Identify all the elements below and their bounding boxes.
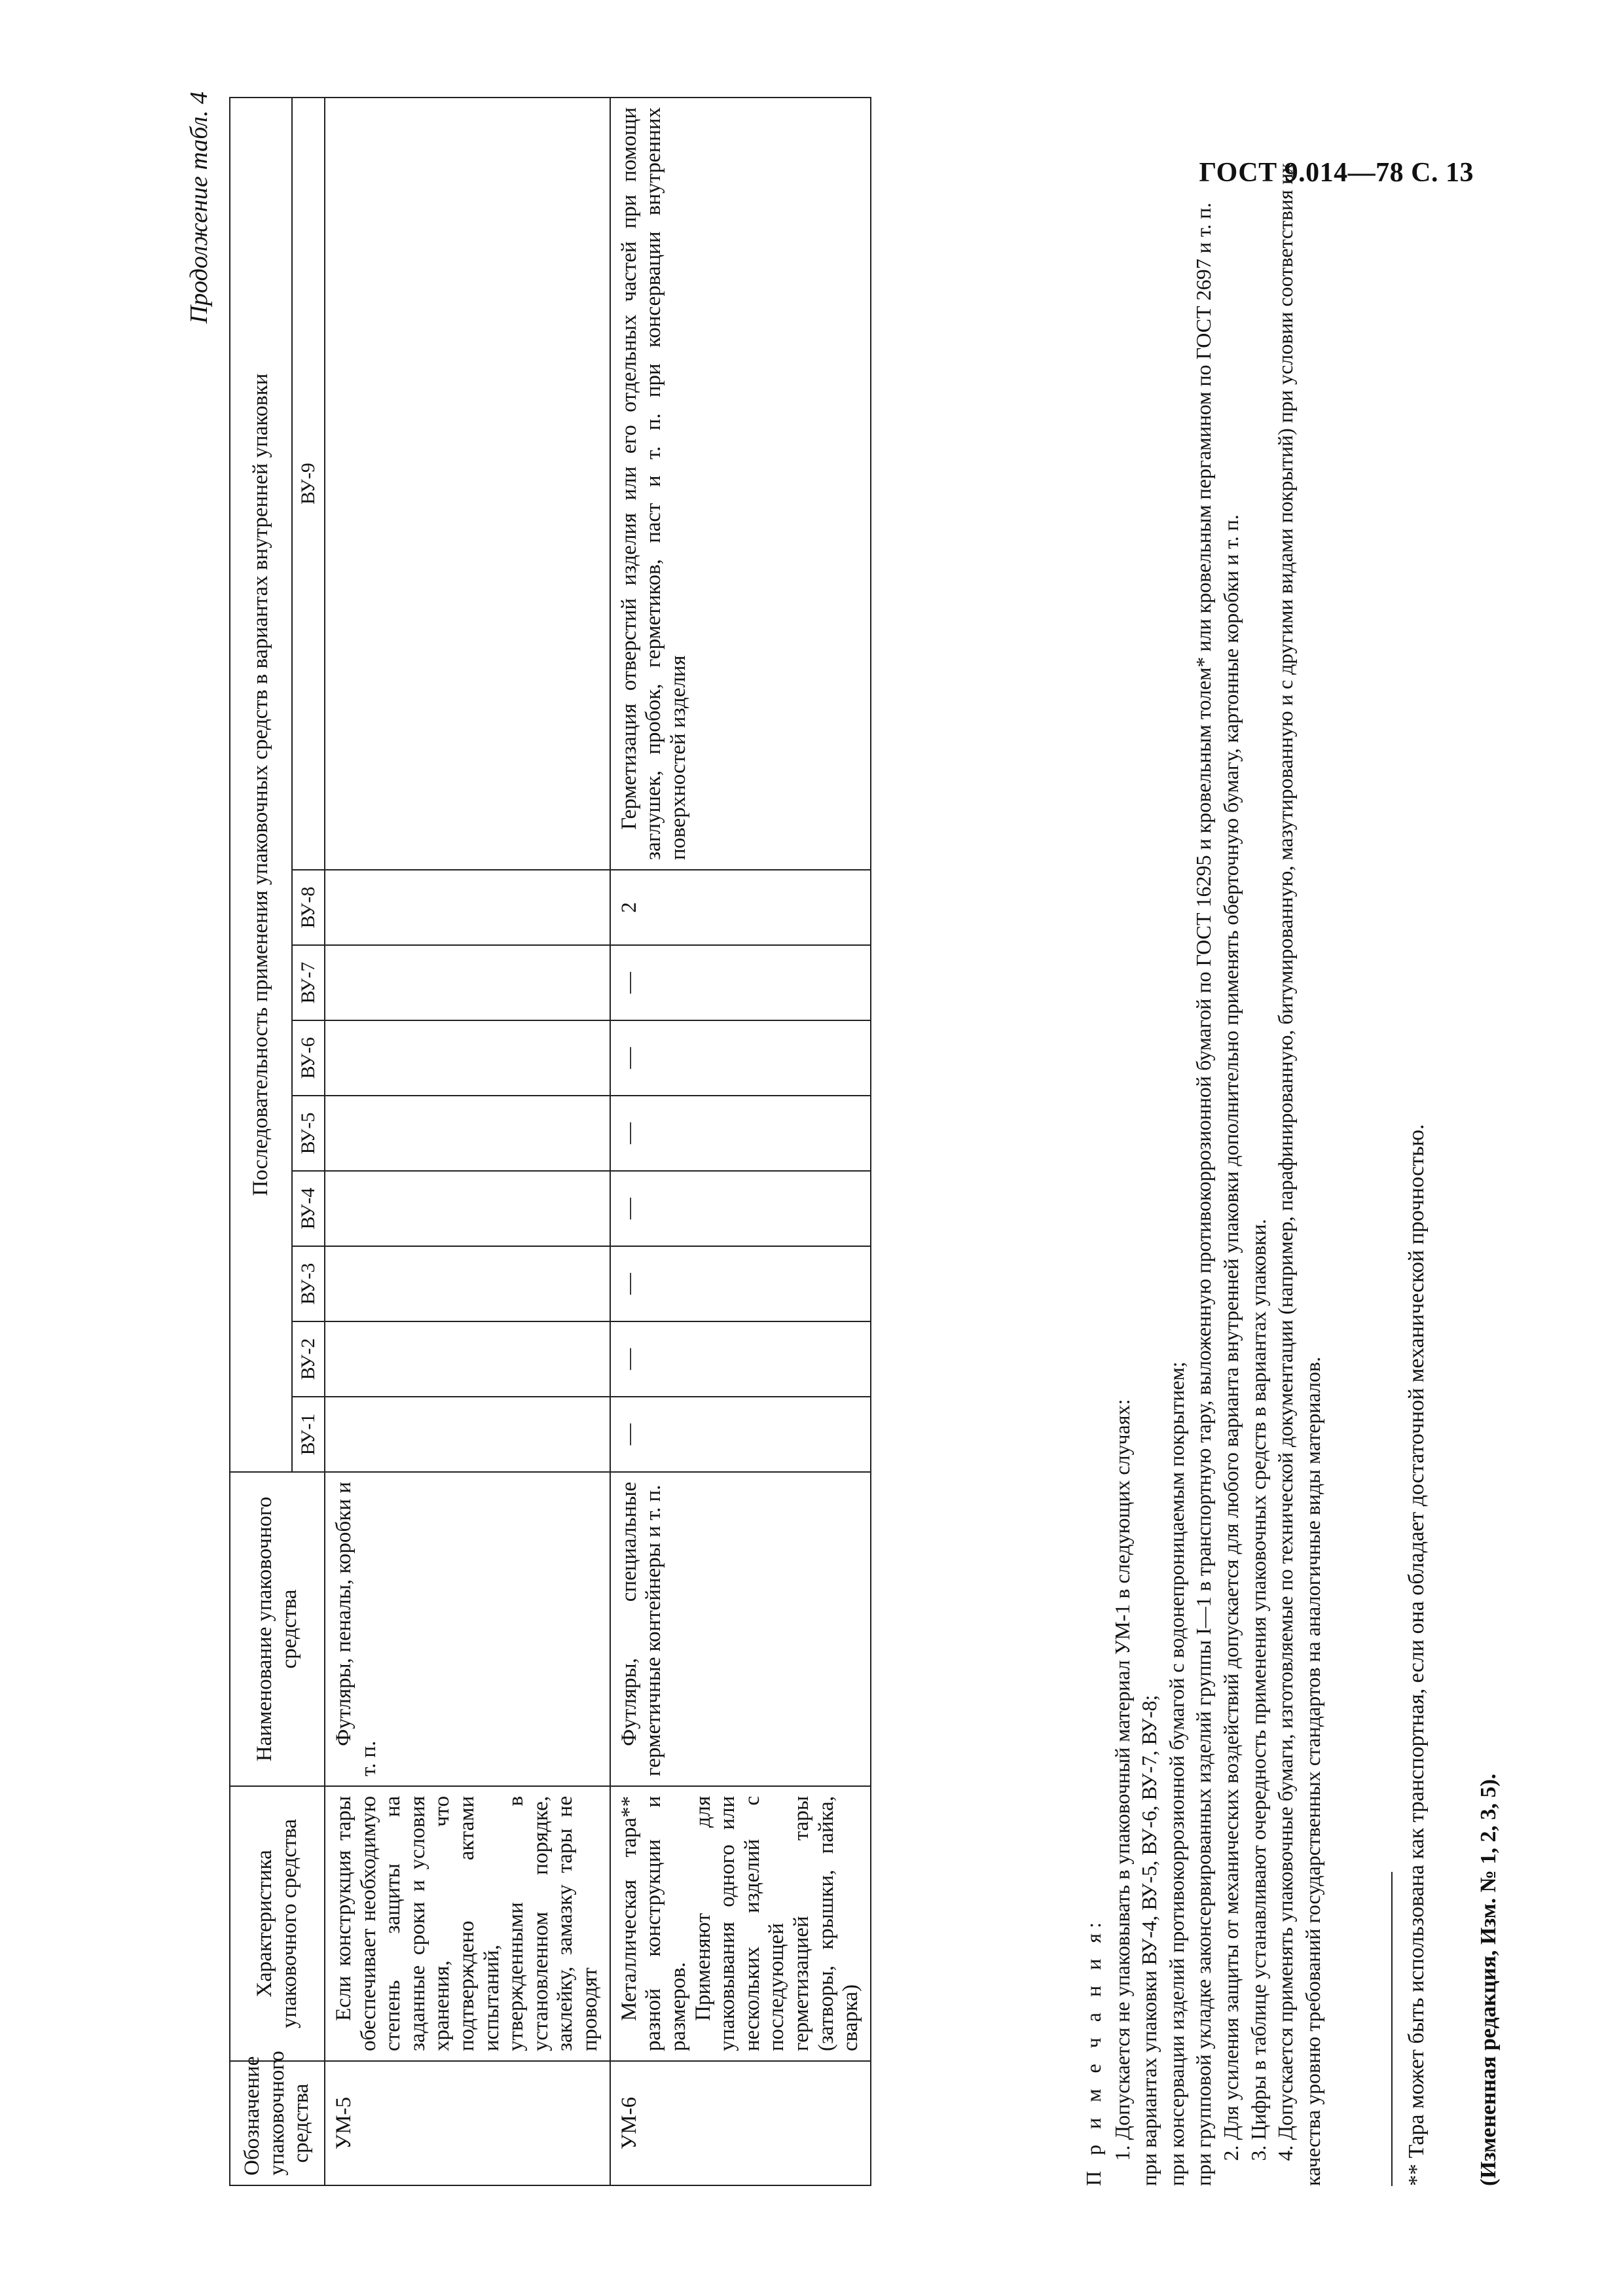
- characteristic-cell: Если конструкция тары обеспечивает необходимую степень защиты на заданные сроки и условия хранения, что подтверждено актами испытаний, утвержденными в установленном порядке, заклейку, замазку тары не проводят: [325, 1786, 610, 2061]
- table-row: [325, 98, 610, 2185]
- note-item: при групповой укладке законсервированных изделий группы I—1 в транспортную тару, выложенную противокоррозионной бумагой по ГОСТ 16295 и кровельным толем* или кровельным пергамином по ГОСТ 2697 и т. п.: [1192, 202, 1216, 2186]
- notes-heading: П р и м е ч а н и я:: [1082, 1917, 1105, 2186]
- value-cell-vu-8: [325, 870, 610, 945]
- header-vu-3: ВУ-3: [292, 1246, 325, 1321]
- footnote: ** Тара может быть использована как транспортная, если она обладает достаточной механической прочностью.: [1404, 1124, 1429, 2186]
- name-cell: Футляры, пеналы, коробки и т. п.: [325, 1472, 610, 1786]
- notes-section: [1080, 98, 1326, 2186]
- value-cell-vu-9: [325, 98, 610, 870]
- header-vu-5: ВУ-5: [292, 1096, 325, 1171]
- header-vu-2: ВУ-2: [292, 1321, 325, 1397]
- value-cell-vu-1: [325, 1397, 610, 1472]
- value-cell-vu-2: —: [610, 1321, 871, 1397]
- note-item: 2. Для усиления защиты от механических воздействий допускается для любого варианта внутренней упаковки дополнительно применять оберточную бумагу, картонные коробки и т. п.: [1218, 514, 1243, 2161]
- value-cell-vu-4: [325, 1171, 610, 1246]
- footnote-divider: [1391, 1872, 1393, 2186]
- packaging-table: [229, 97, 871, 2186]
- value-cell-vu-2: [325, 1321, 610, 1397]
- header-sequence: Последовательность применения упаковочных средств в вариантах внутренней упаковки: [230, 98, 292, 1472]
- note-item: при вариантах упаковки ВУ-4, ВУ-5, ВУ-6, ВУ-7, ВУ-8;: [1137, 1695, 1161, 2186]
- value-cell-vu-3: [325, 1246, 610, 1321]
- name-cell: Футляры, специальные герметичные контейнеры и т. п.: [610, 1472, 871, 1786]
- designation-cell: УМ-5: [325, 2061, 610, 2185]
- note-item: при консервации изделий противокоррозионной бумагой с водонепроницаемым покрытием;: [1164, 1361, 1188, 2186]
- value-cell-vu-3: —: [610, 1246, 871, 1321]
- rotated-content: [131, 92, 1539, 2186]
- header-vu-7: ВУ-7: [292, 945, 325, 1020]
- value-cell-vu-8: 2: [610, 870, 871, 945]
- value-cell-vu-6: —: [610, 1020, 871, 1096]
- value-cell-vu-7: [325, 945, 610, 1020]
- value-cell-vu-6: [325, 1020, 610, 1096]
- note-item: 3. Цифры в таблице устанавливают очередность применения упаковочных средств в вариантах упаковки.: [1246, 1219, 1270, 2161]
- header-name: Наименование упаковочного средства: [230, 1472, 325, 1786]
- value-cell-vu-1: —: [610, 1397, 871, 1472]
- header-characteristic: Характеристика упаковочного средства: [230, 1786, 325, 2061]
- value-cell-vu-5: —: [610, 1096, 871, 1171]
- value-cell-vu-7: —: [610, 945, 871, 1020]
- characteristic-cell: [610, 1786, 871, 2061]
- value-cell-vu-4: —: [610, 1171, 871, 1246]
- header-designation: Обозначение упаковочного средства: [230, 2061, 325, 2185]
- edition-note: (Измененная редакция, Изм. № 1, 2, 3, 5).: [1476, 1773, 1501, 2186]
- characteristic-paragraph: Металлическая тара** разной конструкции и размеров.: [617, 1796, 690, 2051]
- value-cell-vu-5: [325, 1096, 610, 1171]
- header-vu-9: ВУ-9: [292, 98, 325, 870]
- note-item: 4. Допускается применять упаковочные бумаги, изготовляемые по технической документации (например, парафинированную, битумированную, мазутированную и с другими видами покрытий) при условии соответствия их качества уровню требований государственных стандартов на аналогичные виды материалов.: [1273, 162, 1324, 2186]
- header-vu-8: ВУ-8: [292, 870, 325, 945]
- page-header: ГОСТ 9.014—78 С. 13: [1199, 158, 1474, 188]
- value-cell-vu-9: Герметизация отверстий изделия или его отдельных частей при помощи заглушек, пробок, герметиков, паст и т. п. при консервации внутренних поверхностей изделия: [610, 98, 871, 870]
- characteristic-paragraph: Применяют для упаковывания одного или нескольких изделий с последующей герметизацией тары (затворы, крышки, пайка, сварка): [691, 1796, 863, 2051]
- header-vu-4: ВУ-4: [292, 1171, 325, 1246]
- note-item: 1. Допускается не упаковывать в упаковочный материал УМ-1 в следующих случаях:: [1110, 1399, 1134, 2161]
- header-vu-6: ВУ-6: [292, 1020, 325, 1096]
- designation-cell: УМ-6: [610, 2061, 871, 2185]
- table-row: [610, 98, 871, 2185]
- table-continuation-label: Продолжение табл. 4: [185, 92, 213, 324]
- header-vu-1: ВУ-1: [292, 1397, 325, 1472]
